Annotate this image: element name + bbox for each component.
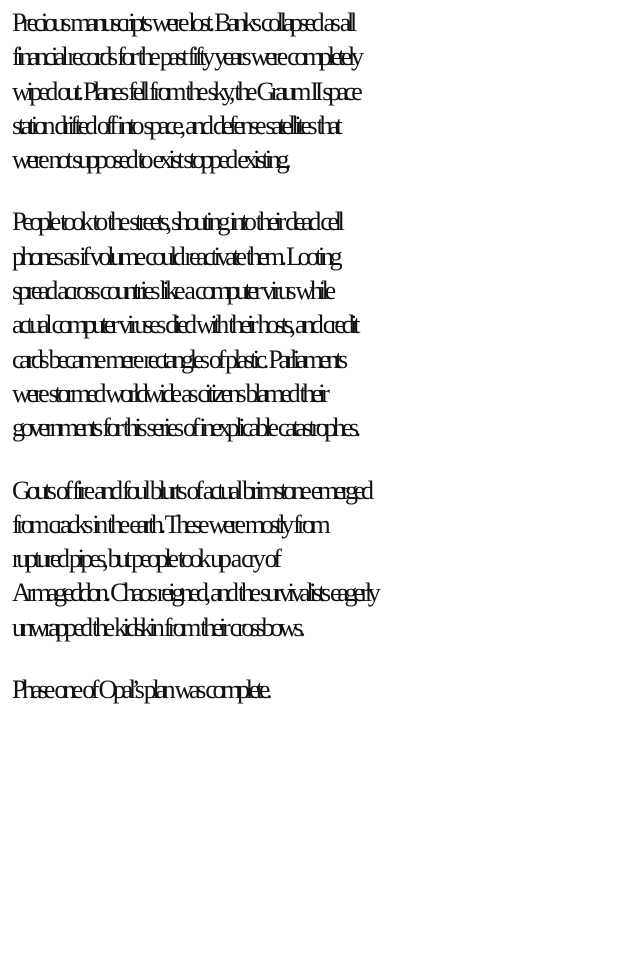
- text-line: cards became mere rectangles of plastic. Parliaments: [12, 344, 344, 374]
- text-line: Armageddon. Chaos reigned, and the survivalists eagerly: [12, 578, 377, 608]
- text-line: financial records for the past fifty years were completely: [12, 42, 360, 72]
- text-line: were not supposed to exist stopped existing.: [12, 145, 288, 175]
- text-line: from cracks in the earth. These were mostly from: [12, 509, 327, 539]
- paragraph-4: [12, 673, 638, 707]
- text-line: unwrapped the kidskin from their crossbows.: [12, 612, 302, 642]
- document-page: [12, 6, 638, 735]
- text-line: Precious manuscripts were lost. Banks collapsed as all: [12, 8, 353, 37]
- text-line: wiped out. Planes fell from the sky, the Graum II space: [12, 76, 359, 106]
- text-line: Phase one of Opal’s plan was complete.: [12, 675, 269, 705]
- text-line: spread across countries like a computer virus while: [12, 276, 332, 306]
- text-line: actual computer viruses died with their hosts, and credit: [12, 310, 357, 340]
- text-line: phones as if volume could reactivate them. Looting: [12, 241, 339, 271]
- text-line: People took to the streets, shouting into their dead cell: [12, 207, 341, 237]
- text-line: Gouts of fire and foul blurts of actual brimstone emerged: [12, 475, 370, 505]
- text-line: ruptured pipes, but people took up a cry of: [12, 544, 278, 574]
- paragraph-2: [12, 205, 638, 445]
- text-line: governments for this series of inexplicable catastrophes.: [12, 413, 357, 443]
- text-line: station drifted off into space, and defense satellites that: [12, 110, 339, 140]
- paragraph-3: [12, 474, 638, 645]
- paragraph-1: [12, 6, 638, 177]
- text-line: were stormed worldwide as citizens blamed their: [12, 378, 326, 408]
